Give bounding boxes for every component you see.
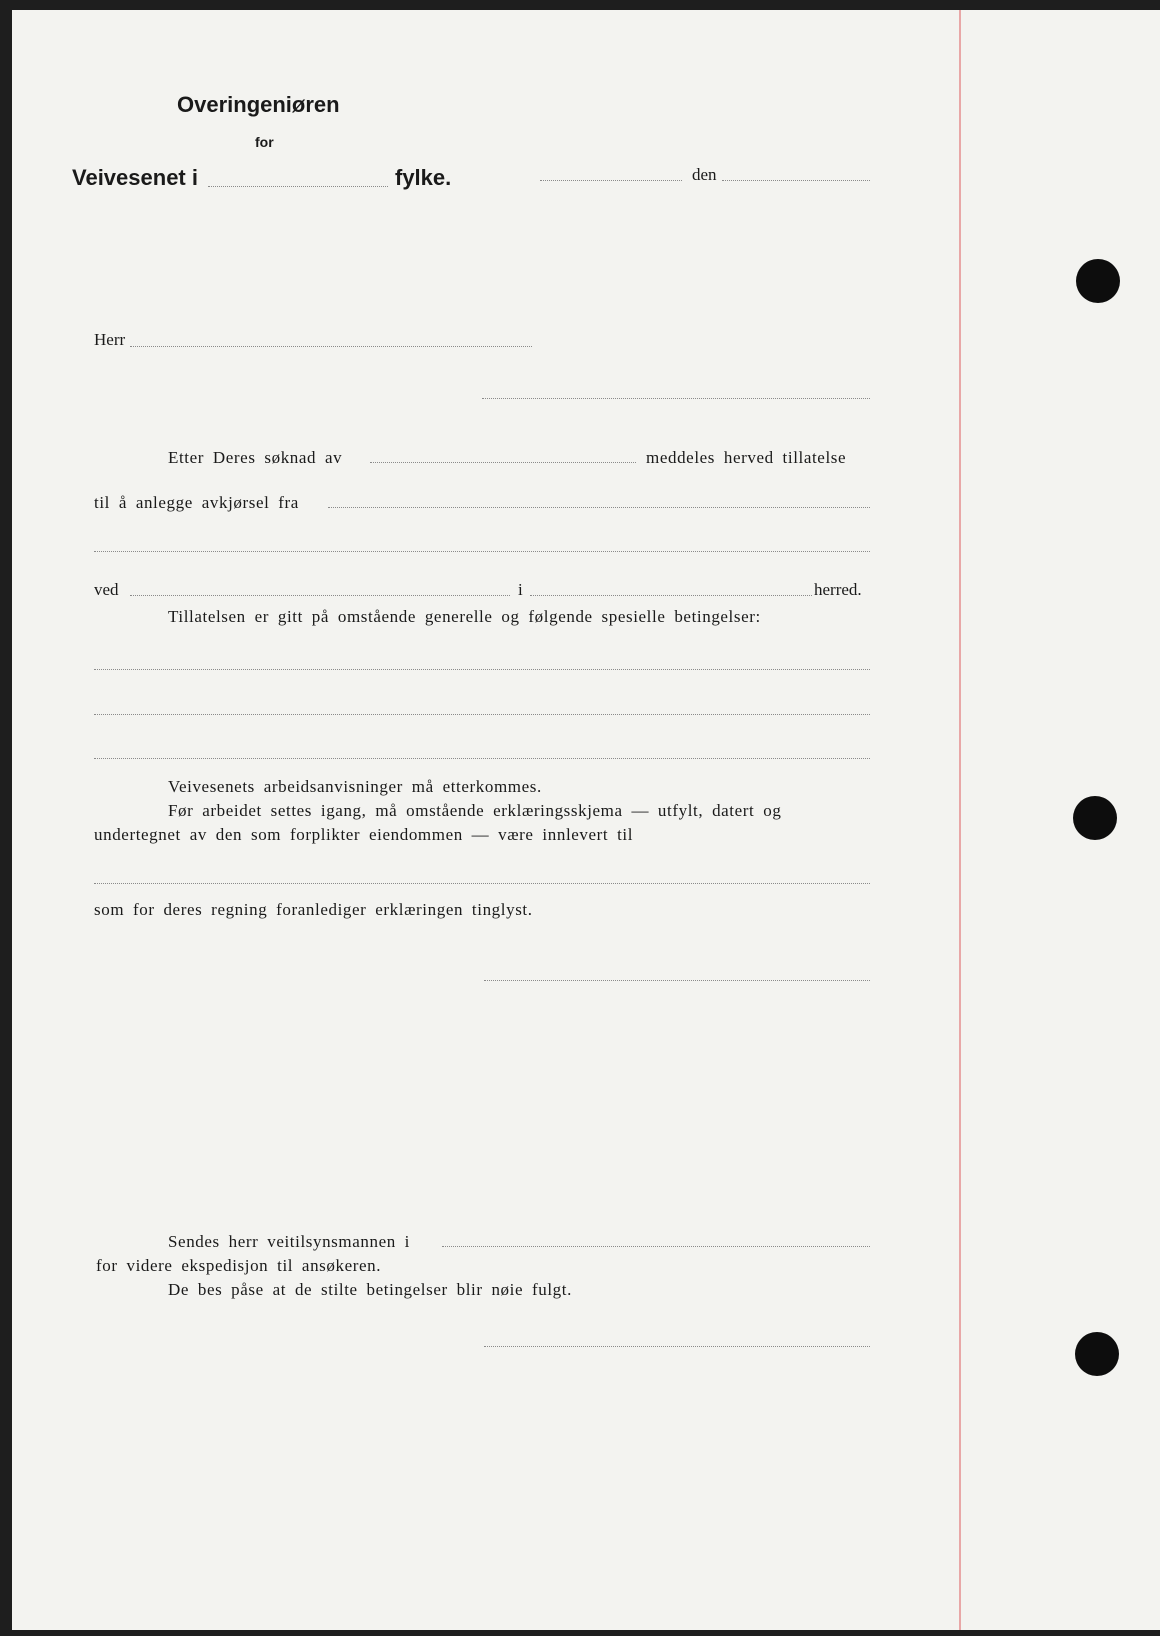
betingelser-field-1 — [94, 669, 870, 670]
for-arbeidet-text: Før arbeidet settes igang, må omstående erklæringsskjema — utfylt, datert og — [168, 801, 782, 820]
header-fylke: fylke. — [395, 165, 452, 190]
punch-hole-middle — [1073, 796, 1117, 840]
betingelser-field-2 — [94, 714, 870, 715]
punch-hole-top — [1076, 259, 1120, 303]
innlevert-field — [94, 883, 870, 884]
ved-field — [130, 595, 510, 596]
header-veivesenet: Veivesenet i — [72, 165, 198, 190]
undertegnet-text: undertegnet av den som forplikter eiendommen — være innlevert til — [94, 825, 634, 844]
punch-hole-bottom — [1075, 1332, 1119, 1376]
place-field — [540, 180, 682, 181]
herred-field — [530, 595, 812, 596]
address-field — [482, 398, 870, 399]
header-den: den — [692, 165, 717, 184]
tillatelsen-text: Tillatelsen er gitt på omstående generelle og følgende spesielle betingelser: — [168, 607, 761, 626]
form-page — [12, 10, 1160, 1630]
header-for: for — [255, 134, 274, 150]
meddeles-label: meddeles herved tillatelse — [646, 448, 847, 467]
i-label: i — [518, 580, 523, 599]
margin-rule — [959, 10, 961, 1630]
soknad-date-field — [370, 462, 636, 463]
for-videre-text: for videre ekspedisjon til ansøkeren. — [96, 1256, 382, 1275]
betingelser-field-3 — [94, 758, 870, 759]
etter-label: Etter Deres søknad av — [168, 448, 343, 467]
avkjorsel-field-2 — [94, 551, 870, 552]
veivesenets-text: Veivesenets arbeidsanvisninger må etterkommes. — [168, 777, 542, 796]
herred-label: herred. — [814, 580, 862, 599]
herr-label: Herr — [94, 330, 126, 349]
signature-field-2 — [484, 1346, 870, 1347]
sendes-text: Sendes herr veitilsynsmannen i — [168, 1232, 410, 1251]
signature-field-1 — [484, 980, 870, 981]
ved-label: ved — [94, 580, 119, 599]
herr-field — [130, 346, 532, 347]
avkjorsel-field-1 — [328, 507, 870, 508]
fylke-field — [208, 186, 388, 187]
veitilsynsmann-field — [442, 1246, 870, 1247]
til-anlegge-label: til å anlegge avkjørsel fra — [94, 493, 299, 512]
date-field — [722, 180, 870, 181]
header-title: Overingeniøren — [177, 92, 340, 117]
som-for-text: som for deres regning foranlediger erklæringen tinglyst. — [94, 900, 533, 919]
de-bes-text: De bes påse at de stilte betingelser blir nøie fulgt. — [168, 1280, 572, 1299]
